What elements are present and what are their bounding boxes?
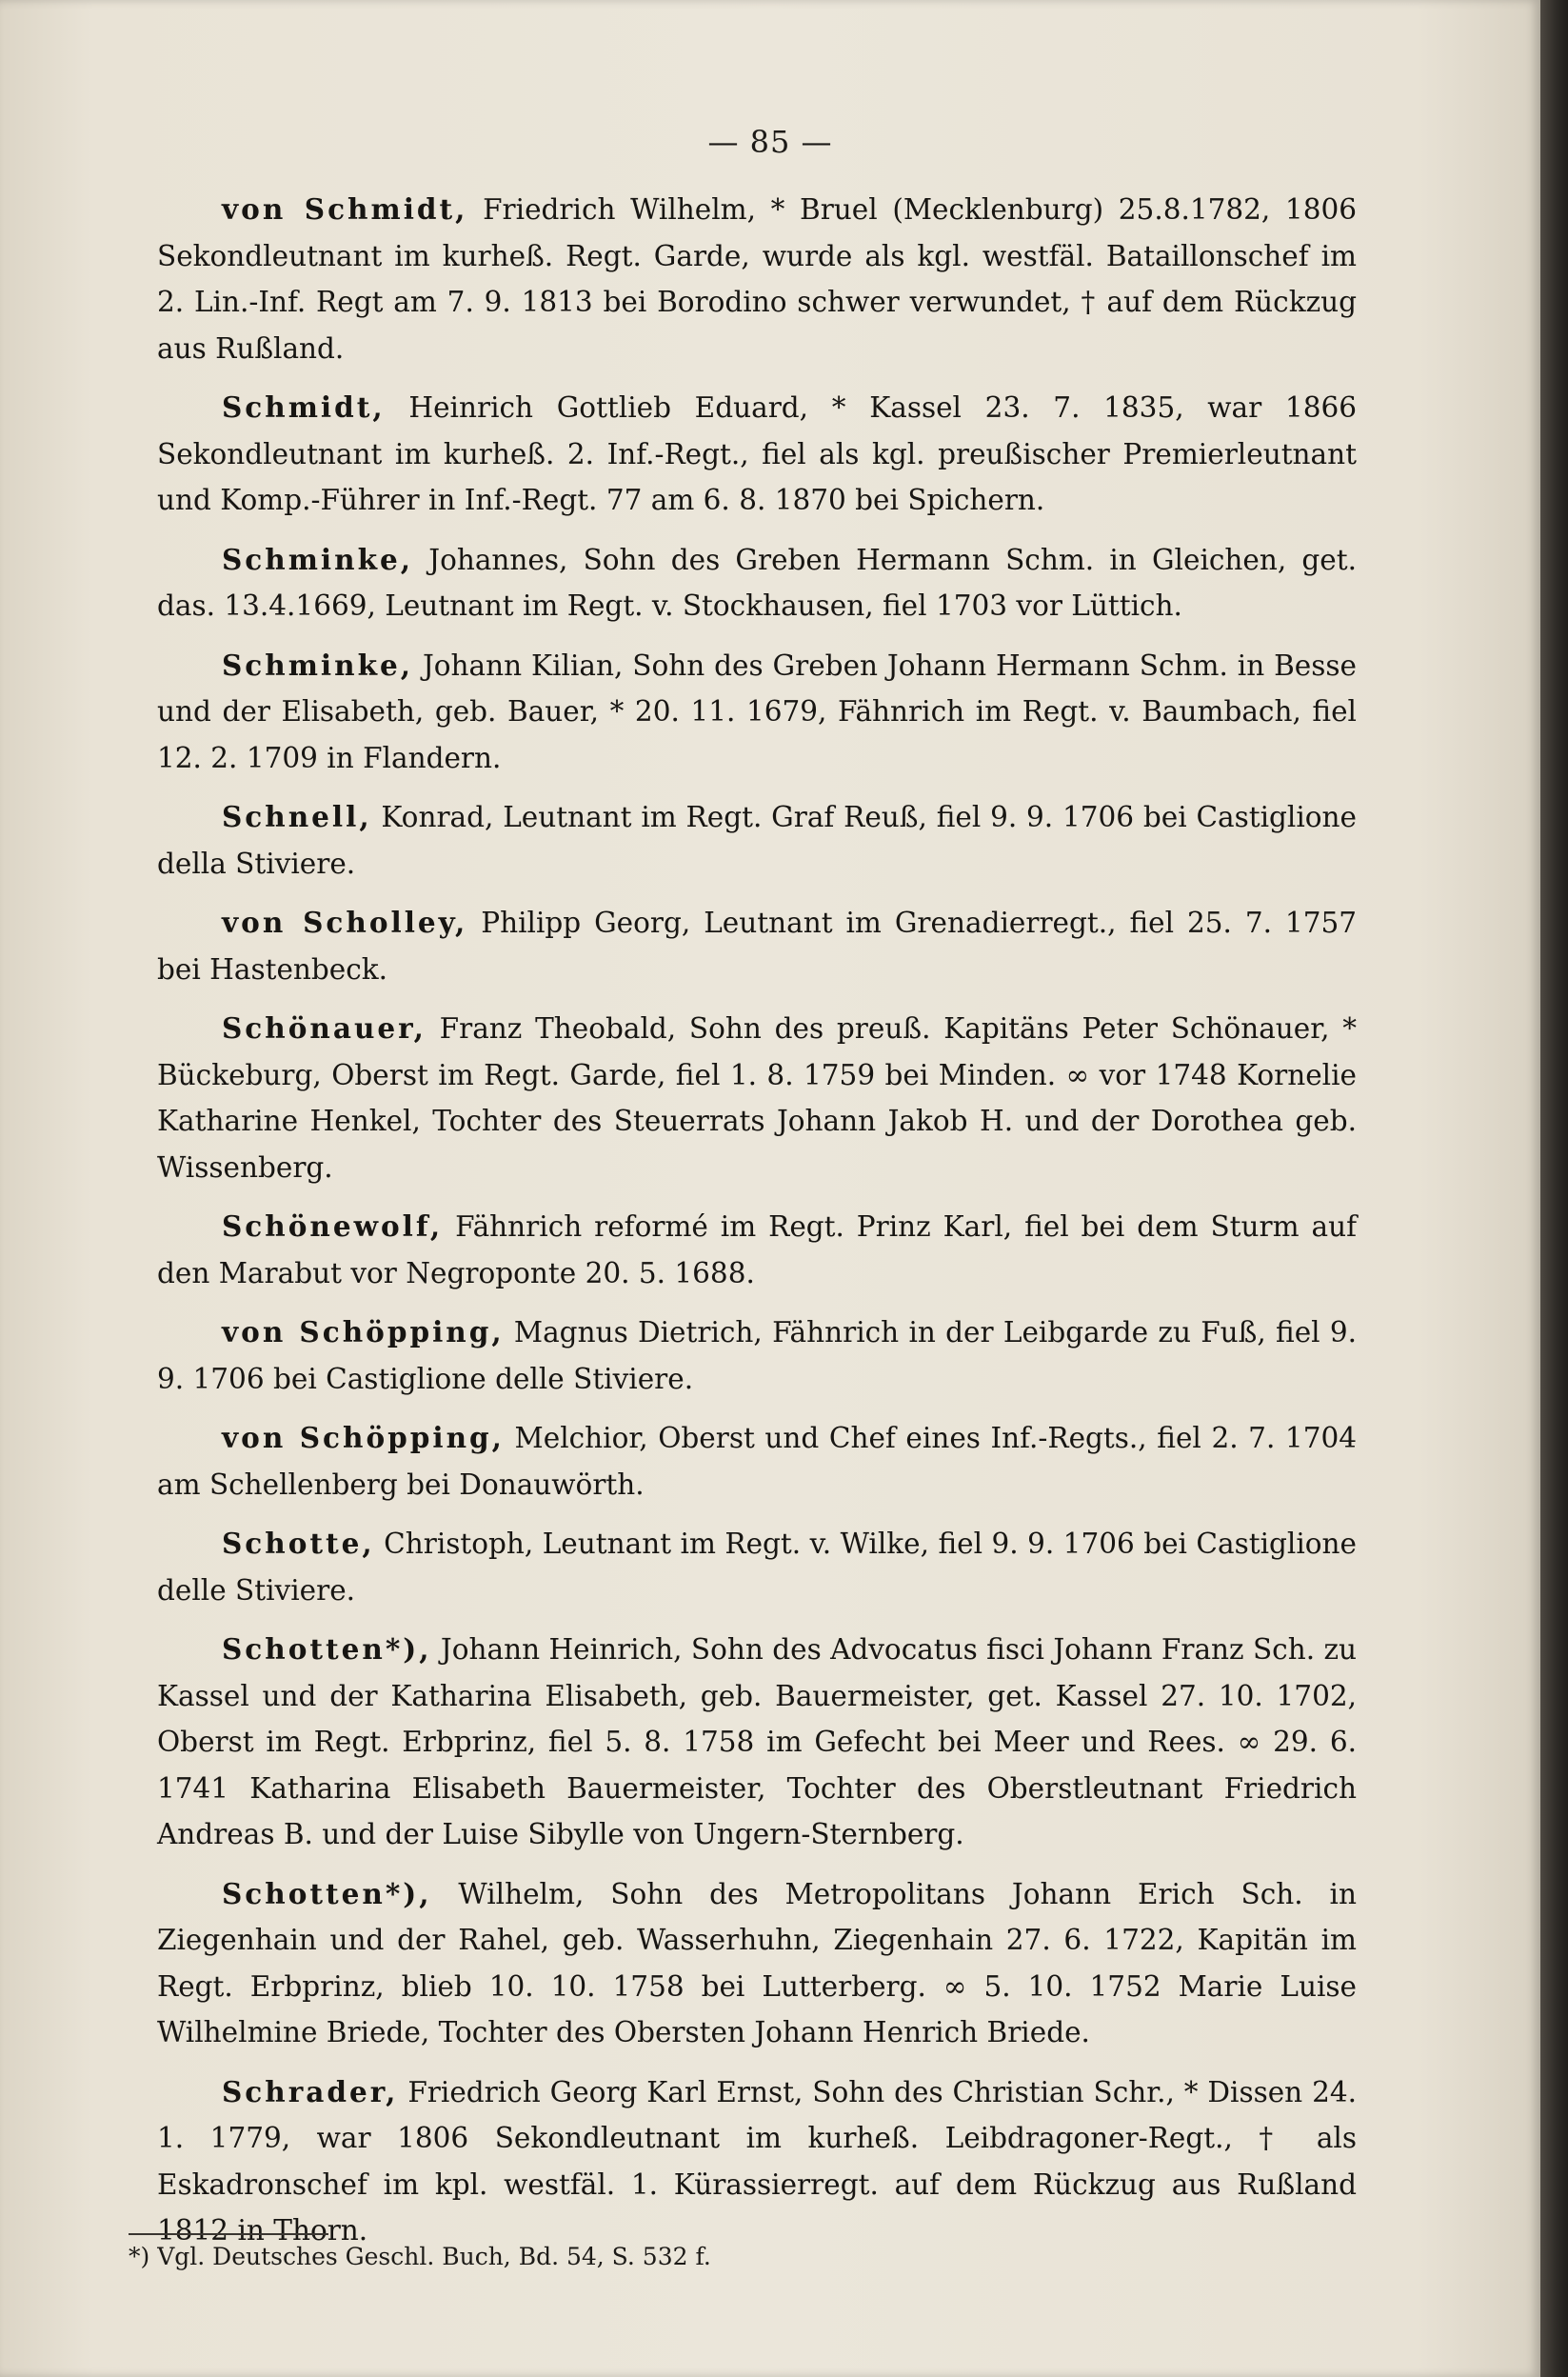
list-item: [157, 1006, 1357, 1190]
footnote: *) Vgl. Deutsches Geschl. Buch, Bd. 54, S. 532 f.: [129, 2243, 711, 2270]
list-item: [157, 187, 1357, 371]
entry-name: von Schöpping,: [222, 1315, 505, 1348]
entry-name: Schrader,: [222, 2074, 399, 2108]
entry-text: Friedrich Wilhelm, * Bruel (Mecklenburg) 25.8.1782, 1806 Sekondleutnant im kurheß. Regt. Garde, wurde als kgl. westfäl. Bataillonschef im 2. Lin.-Inf. Regt am 7. 9. 1813 bei Borodino schwer verwundet, † auf dem Rückzug aus Rußland.: [157, 193, 1358, 365]
entry-name: Schönewolf,: [222, 1209, 444, 1243]
entry-text: Magnus Dietrich, Fähnrich in der Leibgarde zu Fuß, fiel 9. 9. 1706 bei Castiglione delle Stiviere.: [157, 1316, 1358, 1395]
entry-text: Johannes, Sohn des Greben Hermann Schm. in Gleichen, get. das. 13.4.1669, Leutnant im Regt. v. Stockhausen, fiel 1703 vor Lüttich.: [157, 543, 1357, 622]
entries-list: [157, 187, 1357, 2267]
entry-name: Schönauer,: [222, 1011, 427, 1045]
entry-text: Konrad, Leutnant im Regt. Graf Reuß, fiel 9. 9. 1706 bei Castiglione della Stiviere.: [157, 801, 1357, 880]
entry-name: von Schöpping,: [222, 1421, 505, 1454]
entry-name: Schmidt,: [222, 390, 386, 424]
list-item: [157, 1521, 1357, 1613]
entry-name: Schotten*),: [222, 1876, 432, 1910]
list-item: [157, 385, 1357, 524]
entry-name: von Schmidt,: [222, 192, 468, 226]
list-item: [157, 1204, 1357, 1296]
entry-text: Friedrich Georg Karl Ernst, Sohn des Christian Schr., * Dissen 24. 1. 1779, war 1806 Sekondleutnant im kurheß. Leibdragoner-Regt., † als Eskadronschef im kpl. westfäl. 1. Kürassierregt. auf dem Rückzug aus Rußland 1812 in Thorn.: [157, 2075, 1357, 2247]
entry-text: Philipp Georg, Leutnant im Grenadierregt., fiel 25. 7. 1757 bei Hastenbeck.: [157, 907, 1358, 986]
entry-text: Melchior, Oberst und Chef eines Inf.-Regts., fiel 2. 7. 1704 am Schellenberg bei Donauwörth.: [157, 1422, 1357, 1501]
entry-text: Christoph, Leutnant im Regt. v. Wilke, fiel 9. 9. 1706 bei Castiglione delle Stiviere.: [157, 1528, 1357, 1607]
entry-name: Schminke,: [222, 648, 414, 682]
book-edge: [1540, 0, 1568, 2377]
list-item: [157, 794, 1357, 887]
list-item: [157, 1309, 1357, 1402]
page-number: — 85 —: [707, 124, 833, 160]
entry-text: Franz Theobald, Sohn des preuß. Kapitäns Peter Schönauer, * Bückeburg, Oberst im Regt. Garde, fiel 1. 8. 1759 bei Minden. ∞ vor 1748 Kornelie Katharine Henkel, Tochter des Steuerrats Johann Jakob H. und der Dorothea geb. Wissenberg.: [157, 1012, 1357, 1184]
entry-name: von Scholley,: [222, 906, 468, 939]
entry-name: Schotte,: [222, 1527, 375, 1560]
entry-text: Fähnrich reformé im Regt. Prinz Karl, fiel bei dem Sturm auf den Marabut vor Negroponte 20. 5. 1688.: [157, 1210, 1357, 1289]
list-item: [157, 537, 1357, 629]
list-item: [157, 900, 1357, 992]
list-item: [157, 1627, 1357, 1858]
entry-name: Schminke,: [222, 542, 414, 576]
entry-text: Johann Heinrich, Sohn des Advocatus fisci Johann Franz Sch. zu Kassel und der Katharina Elisabeth, geb. Bauermeister, get. Kassel 27. 10. 1702, Oberst im Regt. Erbprinz, fiel 5. 8. 1758 im Gefecht bei Meer und Rees. ∞ 29. 6. 1741 Katharina Elisabeth Bauermeister, Tochter des Oberstleutnant Friedrich Andreas B. und der Luise Sibylle von Ungern-Sternberg.: [157, 1633, 1357, 1850]
footnote-divider: [129, 2233, 328, 2235]
list-item: [157, 643, 1357, 782]
entry-text: Heinrich Gottlieb Eduard, * Kassel 23. 7. 1835, war 1866 Sekondleutnant im kurheß. 2. Inf.-Regt., fiel als kgl. preußischer Premierleutnant und Komp.-Führer in Inf.-Regt. 77 am 6. 8. 1870 bei Spichern.: [157, 391, 1357, 516]
list-item: [157, 2069, 1357, 2254]
entry-text: Johann Kilian, Sohn des Greben Johann Hermann Schm. in Besse und der Elisabeth, geb. Bauer, * 20. 11. 1679, Fähnrich im Regt. v. Baumbach, fiel 12. 2. 1709 in Flandern.: [157, 649, 1357, 774]
entry-name: Schotten*),: [222, 1632, 432, 1666]
entry-text: Wilhelm, Sohn des Metropolitans Johann Erich Sch. in Ziegenhain und der Rahel, geb. Wasserhuhn, Ziegenhain 27. 6. 1722, Kapitän im Regt. Erbprinz, blieb 10. 10. 1758 bei Lutterberg. ∞ 5. 10. 1752 Marie Luise Wilhelmine Briede, Tochter des Obersten Johann Henrich Briede.: [157, 1877, 1357, 2048]
entry-name: Schnell,: [222, 800, 372, 833]
list-item: [157, 1871, 1357, 2056]
list-item: [157, 1415, 1357, 1508]
